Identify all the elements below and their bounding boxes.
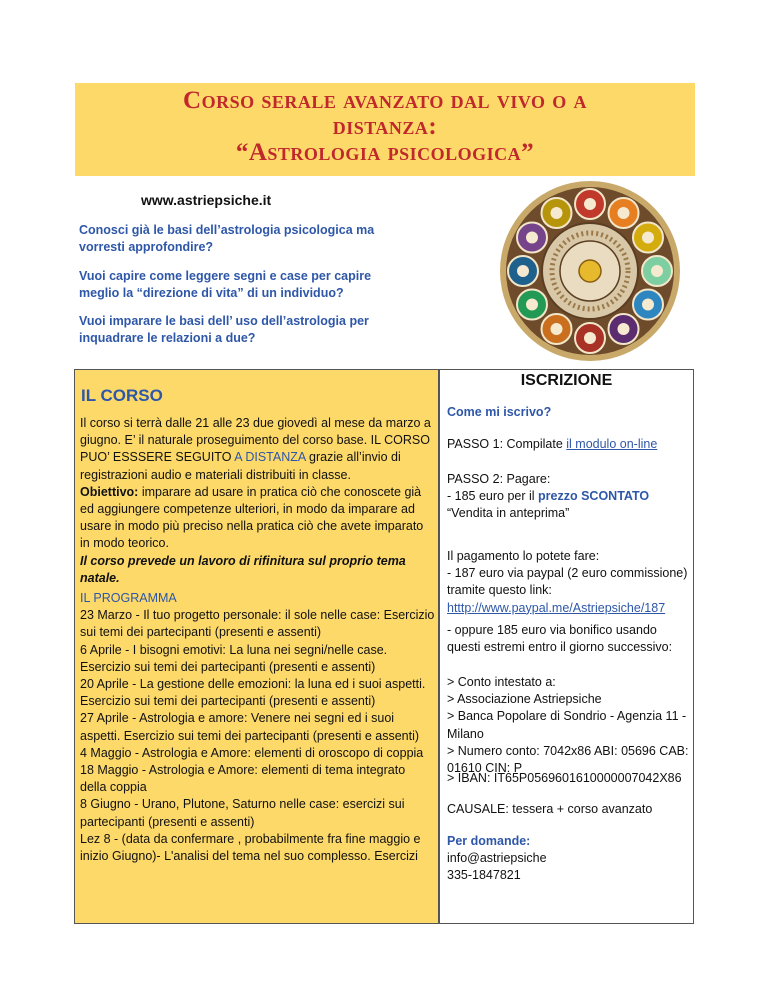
question-1: Conosci già le basi dell’astrologia psicologica ma vorresti approfondire? [79, 223, 375, 254]
zodiac-glyph-icon [642, 232, 654, 244]
zodiac-glyph-icon [526, 232, 538, 244]
discount-highlight: prezzo SCONTATO [538, 489, 650, 504]
paypal-link[interactable]: htttp://www.paypal.me/Astriepsiche/187 [447, 600, 666, 615]
question-2: Vuoi capire come leggere segni e case per capire meglio la “direzione di vita” di un individuo? [79, 269, 372, 300]
programma-item: 8 Giugno - Urano, Plutone, Saturno nelle case: esercizi sui partecipanti (presenti e assenti) [80, 797, 405, 829]
iscrizione-heading: ISCRIZIONE [520, 372, 613, 389]
programma-item: Lez 8 - (data da confermare , probabilmente fra fine maggio e inizio Giugno)- L'analisi del tema nel suo complesso. Esercizi [80, 831, 421, 864]
how-to-register: Come mi iscrivo? [447, 405, 552, 419]
zodiac-wheel-illustration [492, 178, 688, 364]
page-title: Corso serale avanzato dal vivo o a distanza: “Astrologia psicologica” [183, 87, 587, 166]
zodiac-glyph-icon [618, 207, 630, 219]
corso-heading: IL CORSO [81, 386, 163, 405]
question-3: Vuoi imparare le basi dell’ uso dell’astrologia per inquadrare le relazioni a due? [79, 314, 369, 345]
corso-paragraph: Il corso si terrà dalle 21 alle 23 due giovedì al mese da marzo a giugno. E’ il naturale proseguimento del corso base. IL CORSO PUO’ ESSSERE SEGUITO A DISTANZA grazie all’invio di registrazioni audio e materiali distribuiti in classe. [80, 416, 431, 482]
programma-item: 4 Maggio - Astrologia e Amore: elementi di oroscopo di coppia [80, 745, 424, 760]
zodiac-glyph-icon [618, 323, 630, 335]
programma-item: 23 Marzo - Il tuo progetto personale: il sole nelle case: Esercizio sui temi dei partecipanti (presenti e assenti) [80, 608, 435, 640]
causale: CAUSALE: tessera + corso avanzato [447, 802, 653, 816]
programma-section [80, 590, 435, 865]
zodiac-glyph-icon [551, 207, 563, 219]
programma-item: 20 Aprile - La gestione delle emozioni: la luna ed i suoi aspetti. Esercizio sui temi dei partecipanti (presenti e assenti) [80, 677, 426, 709]
website-link[interactable]: www.astriepsiche.it [141, 192, 272, 208]
zodiac-glyph-icon [551, 323, 563, 335]
zodiac-glyph-icon [526, 299, 538, 311]
contact-email[interactable]: info@astriepsiche [447, 851, 547, 866]
zodiac-glyph-icon [651, 265, 663, 277]
corso-description [80, 415, 435, 587]
bank-details: > Conto intestato a: > Associazione Astriepsiche > Banca Popolare di Sondrio - Agenzia 11 - Milano > Numero conto: 7042x86 ABI: 05696 CAB: 01610 CIN: P [447, 675, 689, 776]
distance-highlight: A DISTANZA [234, 450, 306, 465]
zodiac-glyph-icon [584, 198, 596, 210]
zodiac-glyph-icon [642, 299, 654, 311]
contact-info: Per domande: info@astriepsiche 335-1847821 [447, 833, 692, 885]
step-1: PASSO 1: Compilate il modulo on-line [447, 437, 658, 451]
iban: > IBAN: IT65P0569601610000007042X86 [447, 771, 682, 785]
zodiac-glyph-icon [584, 332, 596, 344]
natal-note: Il corso prevede un lavoro di rifinitura sul proprio tema natale. [80, 553, 406, 585]
online-form-link[interactable]: il modulo on-line [566, 437, 658, 451]
programma-item: 6 Aprile - I bisogni emotivi: La luna nei segni/nelle case. Esercizio sui temi dei partecipanti (presenti e assenti) [80, 642, 388, 674]
payment-info: Il pagamento lo potete fare: - 187 euro via paypal (2 euro commissione) tramite questo link: htttp://www.paypal.me/Astriepsiche/187 [447, 548, 692, 617]
objective-paragraph: Obiettivo: imparare ad usare in pratica ciò che conoscete già ed aggiungere competenze ulteriori, in modo da imparare ad usare in modo più preciso nella pratica ciò che avete imparato in modo teorico. [80, 484, 424, 551]
bonifico-info: - oppure 185 euro via bonifico usando questi estremi entro il giorno successivo: [447, 623, 673, 655]
programma-item: 27 Aprile - Astrologia e amore: Venere nei segni ed i suoi aspetti. Esercizio sui temi dei partecipanti (presenti e assenti) [80, 711, 420, 743]
contact-phone: 335-1847821 [447, 868, 521, 883]
programma-item: 18 Maggio - Astrologia e Amore: elementi di tema integrato della coppia [80, 763, 406, 795]
zodiac-glyph-icon [517, 265, 529, 277]
step-2: PASSO 2: Pagare: - 185 euro per il prezzo SCONTATO “Vendita in anteprima” [447, 472, 650, 521]
programma-heading: IL PROGRAMMA [80, 591, 177, 605]
